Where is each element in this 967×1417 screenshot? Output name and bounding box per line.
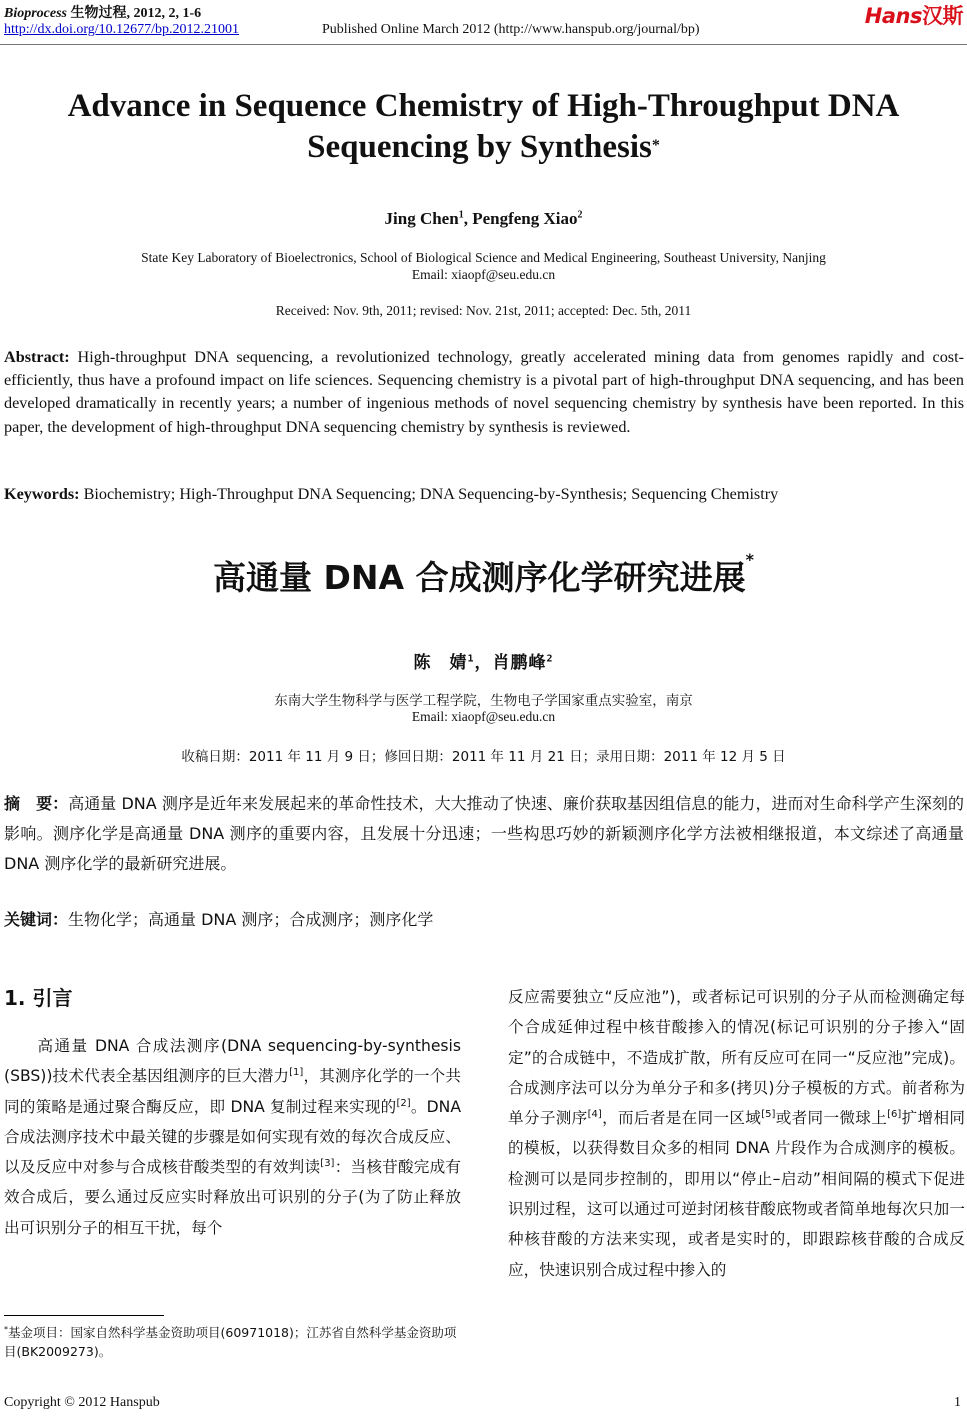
header-divider xyxy=(0,44,967,45)
keywords-text: Biochemistry; High-Throughput DNA Sequencing; DNA Sequencing-by-Synthesis; Sequencing Chemistry xyxy=(79,485,779,503)
title-footnote-mark: * xyxy=(651,137,660,154)
authors-cn: 陈 婧$^1$，肖鹏峰$^2$ xyxy=(413,653,554,673)
email-cn: Email: xiaopf@seu.edu.cn xyxy=(411,709,556,724)
ref-2[interactable]: [2] xyxy=(396,1097,411,1109)
keywords-en xyxy=(4,483,964,506)
journal-name: Bioprocess xyxy=(4,6,67,21)
email-en: Email: xiaopf@seu.edu.cn xyxy=(411,267,556,282)
ref-4[interactable]: [4] xyxy=(587,1109,602,1121)
doi-link[interactable]: http://dx.doi.org/10.12677/bp.2012.21001 xyxy=(4,22,240,37)
keywords-cn xyxy=(4,905,964,935)
footnote-divider xyxy=(4,1315,164,1316)
journal-citation xyxy=(4,2,201,22)
body-left-column: 高通量 DNA 合成法测序(DNA sequencing-by-synthesis (SBS))技术代表全基因组测序的巨大潜力[1]，其测序化学的一个共同的策略是通过聚合酶反应，即 DNA 复制过程来实现的[2]。DNA 合成法测序技术中最关键的步骤是如何实现有效的每次合成反应、以及反应中对参与合成核苷酸类型的有效判读[3]：当核苷酸完成有效合成后，要么通过反应实时释放出可识别的分子(为了防止释放出可识别分子的相互干扰，每个 xyxy=(4,1037,461,1237)
abstract-text: High-throughput DNA sequencing, a revolutionized technology, greatly accelerated mining data from genomes rapidly and cost-efficiently, thus have a profound impact on life sciences. Sequencing chemistry is a pivotal part of high-throughput DNA sequencing, and has been developed dramatically in recently years; a number of ingenious methods of novel sequencing chemistry by synthesis have been reported. In this paper, the development of high-throughput DNA sequencing chemistry by synthesis is reviewed. xyxy=(4,348,964,436)
funding-footnote: *基金项目：国家自然科学基金资助项目(60971018)；江苏省自然科学基金资助项目(BK2009273)。 xyxy=(4,1325,457,1360)
copyright: Copyright © 2012 Hanspub xyxy=(4,1395,160,1410)
title-en-line2: Sequencing by Synthesis* xyxy=(307,129,660,165)
received-dates-cn: 收稿日期：2011 年 11 月 9 日；修回日期：2011 年 11 月 21 日；录用日期：2011 年 12 月 5 日 xyxy=(181,749,786,765)
journal-issue: , 2012, 2, 1-6 xyxy=(126,6,202,21)
author-cn-1: 陈 婧 xyxy=(413,653,468,673)
ref-6[interactable]: [6] xyxy=(887,1109,902,1121)
abstract-label: Abstract: xyxy=(4,348,70,366)
author-cn-2: 肖鹏峰 xyxy=(492,653,547,673)
title-en-line1: Advance in Sequence Chemistry of High-Throughput DNA xyxy=(67,88,900,124)
logo-cn: 汉斯 xyxy=(922,4,963,28)
abstract-cn-text: 高通量 DNA 测序是近年来发展起来的革命性技术，大大推动了快速、廉价获取基因组信息的能力，进而对生命科学产生深刻的影响。测序化学是高通量 DNA 测序的重要内容，且发展十分迅速；一些构思巧妙的新颖测序化学方法被相继报道，本文综述了高通量 DNA 测序化学的最新研究进展。 xyxy=(4,794,964,873)
title-cn-footnote-mark: * xyxy=(745,550,754,569)
keywords-cn-text: 生物化学；高通量 DNA 测序；合成测序；测序化学 xyxy=(68,910,434,929)
affiliation-en: State Key Laboratory of Bioelectronics, School of Biological Science and Medical Engineering, Southeast University, Nanjing xyxy=(141,250,826,265)
keywords-label: Keywords: xyxy=(4,485,80,503)
section-heading: 1. 引言 xyxy=(4,986,73,1010)
abstract-en xyxy=(4,346,964,439)
journal-name-cn: 生物过程 xyxy=(70,6,127,21)
paper-title-cn: 高通量 DNA 合成测序化学研究进展* xyxy=(213,550,754,597)
received-dates-en: Received: Nov. 9th, 2011; revised: Nov. 21st, 2011; accepted: Dec. 5th, 2011 xyxy=(275,303,692,318)
published-online: Published Online March 2012 (http://www.hanspub.org/journal/bp) xyxy=(322,22,700,37)
logo-latin: Hans xyxy=(864,4,922,28)
authors-en: Jing Chen$^1$, Pengfeng Xiao$^2$ xyxy=(384,209,583,228)
body-right-column: 反应需要独立“反应池”)，或者标记可识别的分子从而检测确定每个合成延伸过程中核苷酸掺入的情况(标记可识别的分子掺入“固定”的合成链中，不造成扩散，所有反应可在同一“反应池”完成)。合成测序法可以分为单分子和多(拷贝)分子模板的方式。前者称为单分子测序[4]，而后者是在同一区域[5]或者同一微球上[6]扩增相同的模板，以获得数目众多的相同 DNA 片段作为合成测序的模板。检测可以是同步控制的，即用以“停止–启动”相间隔的模式下促进识别过程，这可以通过可逆封闭核苷酸底物或者简单地每次只加一种核苷酸的方法来实现，或者是实时的，即跟踪核苷酸的合成反应，快速识别合成过程中掺入的 xyxy=(508,988,965,1279)
keywords-cn-label: 关键词： xyxy=(4,910,69,929)
ref-3[interactable]: [3] xyxy=(320,1158,335,1170)
author-2: Pengfeng Xiao xyxy=(472,209,578,228)
page-number: 1 xyxy=(954,1395,961,1410)
affiliation-cn: 东南大学生物科学与医学工程学院，生物电子学国家重点实验室，南京 xyxy=(274,693,693,709)
ref-1[interactable]: [1] xyxy=(289,1067,304,1079)
paper-title-en xyxy=(0,86,967,168)
author-1: Jing Chen xyxy=(384,209,459,228)
ref-5[interactable]: [5] xyxy=(761,1109,776,1121)
publisher-logo xyxy=(865,0,963,30)
abstract-cn-label: 摘 要： xyxy=(4,794,69,813)
abstract-cn xyxy=(4,789,964,879)
